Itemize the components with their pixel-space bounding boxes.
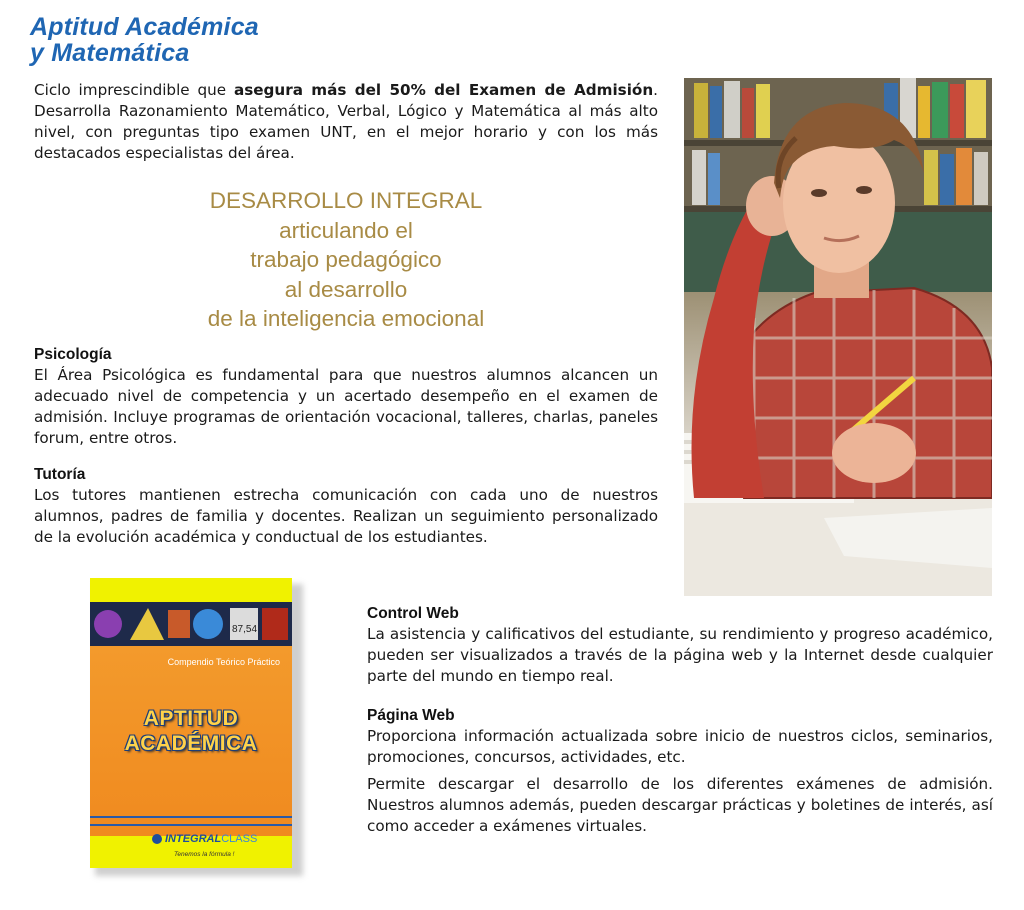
book-image-band bbox=[90, 602, 292, 646]
slogan-block bbox=[150, 186, 542, 334]
book-title-line-2: ACADÉMICA bbox=[124, 732, 258, 755]
section-body: Proporciona información actualizada sobre inicio de nuestros ciclos, seminarios, promociones, concursos, actividades, etc. bbox=[367, 727, 993, 766]
title-line-1: Aptitud Académica bbox=[30, 13, 259, 41]
slogan-line: DESARROLLO INTEGRAL bbox=[209, 188, 483, 213]
book-cover bbox=[90, 578, 292, 868]
section-heading: Página Web bbox=[367, 707, 455, 724]
intro-paragraph bbox=[34, 80, 658, 164]
section-body: Permite descargar el desarrollo de los diferentes exámenes de admisión. Nuestros alumnos además, pueden descargar prácticas y boletines de interés, así como acceder a exámenes virtuales. bbox=[367, 775, 993, 835]
book-title bbox=[90, 706, 292, 756]
student-illustration bbox=[684, 78, 992, 596]
section-body: El Área Psicológica es fundamental para que nuestros alumnos alcancen un adecuado nivel de competencia y un acertado desempeño en el examen de admisión. Incluye programas de orientación vocacional, talleres, charlas, paneles forum, entre otros. bbox=[34, 366, 658, 447]
slogan-line: trabajo pedagógico bbox=[250, 247, 442, 272]
section-heading: Control Web bbox=[367, 605, 459, 622]
section-heading: Tutoría bbox=[34, 466, 86, 483]
book-brand-logo bbox=[152, 833, 257, 845]
section-heading: Psicología bbox=[34, 346, 112, 363]
brand-logo-icon bbox=[152, 834, 162, 844]
section-body: La asistencia y calificativos del estudiante, su rendimiento y progreso académico, pueden ser visualizados a través de la página web y la Internet desde cualquier parte del mundo en tiempo real. bbox=[367, 625, 993, 685]
book-divider-lines bbox=[90, 816, 292, 826]
book-subtitle: Compendio Teórico Práctico bbox=[167, 657, 280, 667]
brand-name-part2: CLASS bbox=[221, 833, 258, 845]
section-tutoria bbox=[34, 465, 658, 548]
intro-text-2: . Desarrolla Razonamiento Matemático, Verbal, Lógico y Matemática al más alto nivel, con preguntas tipo examen UNT, en el mejor horario y con los más destacados especialistas del área. bbox=[34, 81, 658, 162]
book-band-illustration bbox=[90, 602, 292, 646]
title-line-2: y Matemática bbox=[30, 39, 190, 67]
page-title bbox=[30, 14, 259, 66]
brand-name-part1: INTEGRAL bbox=[165, 833, 222, 845]
book-title-line-1: APTITUD bbox=[143, 707, 239, 730]
intro-bold-text: asegura más del 50% del Examen de Admisión bbox=[233, 81, 654, 99]
section-pagina-web bbox=[367, 706, 993, 837]
book-band-numbers: 87,54 bbox=[232, 624, 258, 635]
intro-text-1: Ciclo imprescindible que bbox=[34, 81, 234, 99]
section-body: Los tutores mantienen estrecha comunicación con cada uno de nuestros alumnos, padres de familia y docentes. Realizan un seguimiento personalizado de la evolución académica y conductual de los estudiantes. bbox=[34, 486, 658, 546]
section-psicologia bbox=[34, 345, 658, 449]
slogan-line: articulando el bbox=[279, 217, 413, 243]
book-tagline: Tenemos la fórmula ! bbox=[174, 851, 235, 858]
slogan-line: de la inteligencia emocional bbox=[207, 306, 485, 331]
slogan-line: al desarrollo bbox=[284, 276, 408, 302]
section-control-web bbox=[367, 604, 993, 687]
student-photo bbox=[684, 78, 992, 596]
